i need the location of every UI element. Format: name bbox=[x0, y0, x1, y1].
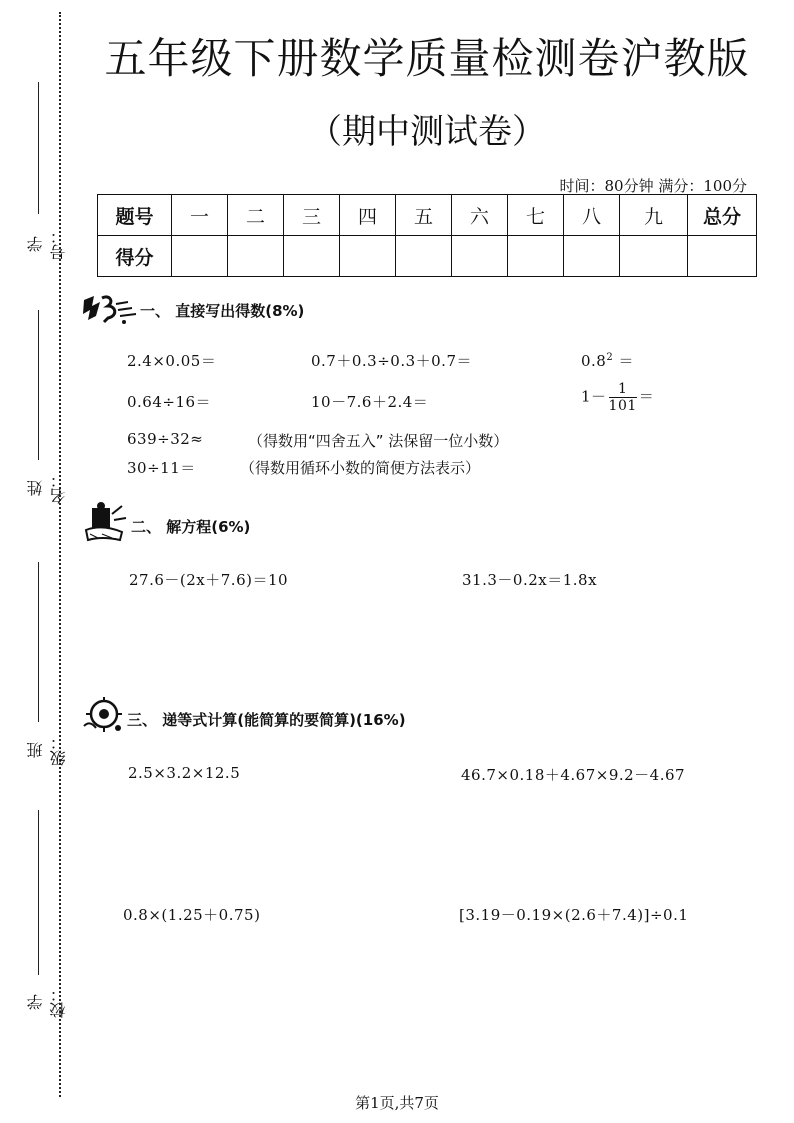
problem-1-6-lead: 1－ bbox=[581, 387, 607, 406]
score-cell[interactable] bbox=[396, 236, 452, 277]
problem-1-1: 2.4×0.05＝ bbox=[127, 352, 217, 370]
class-line bbox=[38, 562, 39, 722]
page-title: 五年级下册数学质量检测卷沪教版 bbox=[104, 34, 750, 83]
time-info: 时间：80分钟 满分：100分 bbox=[559, 177, 747, 195]
score-header-cell: 二 bbox=[228, 195, 284, 236]
problem-1-2: 0.7＋0.3÷0.3＋0.7＝ bbox=[311, 352, 472, 370]
name-field[interactable] bbox=[20, 310, 68, 510]
score-table-header-row bbox=[98, 195, 757, 236]
score-header-cell: 总分 bbox=[688, 195, 757, 236]
problem-1-5: 10－7.6＋2.4＝ bbox=[311, 393, 429, 411]
page-subtitle: （期中测试卷） bbox=[308, 112, 546, 152]
score-row-label: 得分 bbox=[98, 236, 172, 277]
school-line bbox=[38, 810, 39, 975]
score-table-score-row bbox=[98, 236, 757, 277]
problem-2-1: 27.6－(2x＋7.6)＝10 bbox=[129, 571, 289, 589]
score-header-cell: 七 bbox=[508, 195, 564, 236]
problem-3-3: 0.8×(1.25＋0.75) bbox=[123, 906, 261, 924]
score-cell[interactable] bbox=[620, 236, 688, 277]
score-table bbox=[97, 194, 757, 277]
problem-1-3-exponent: 2 bbox=[606, 352, 614, 363]
score-cell[interactable] bbox=[172, 236, 228, 277]
fraction-numerator: 1 bbox=[609, 381, 637, 398]
problem-2-2: 31.3－0.2x＝1.8x bbox=[462, 571, 598, 589]
score-cell[interactable] bbox=[564, 236, 620, 277]
problem-1-3-equals: ＝ bbox=[618, 352, 635, 370]
name-line bbox=[38, 310, 39, 460]
page-footer: 第1页,共7页 bbox=[355, 1094, 439, 1112]
name-label: 姓名： bbox=[26, 472, 68, 504]
section2-title: 二、 解方程(6%) bbox=[131, 518, 251, 536]
score-cell[interactable] bbox=[452, 236, 508, 277]
problem-1-6-equals: ＝ bbox=[638, 387, 655, 406]
score-header-cell: 题号 bbox=[98, 195, 172, 236]
class-label: 班级： bbox=[26, 734, 68, 766]
score-cell[interactable] bbox=[508, 236, 564, 277]
score-header-cell: 八 bbox=[564, 195, 620, 236]
school-label: 学校： bbox=[26, 986, 68, 1018]
student-id-field[interactable] bbox=[20, 82, 68, 272]
problem-1-4: 0.64÷16＝ bbox=[127, 393, 212, 411]
problem-1-8-note: （得数用循环小数的简便方法表示） bbox=[240, 459, 481, 477]
problem-1-3-base: 0.8 bbox=[581, 352, 607, 370]
score-header-cell: 九 bbox=[620, 195, 688, 236]
student-id-label: 学号： bbox=[26, 228, 68, 260]
section1-title: 一、 直接写出得数(8%) bbox=[140, 302, 305, 320]
score-cell[interactable] bbox=[284, 236, 340, 277]
student-id-line bbox=[38, 82, 39, 214]
problem-3-2: 46.7×0.18＋4.67×9.2－4.67 bbox=[461, 766, 686, 784]
section1-cartoon-icon bbox=[80, 292, 140, 328]
school-field[interactable] bbox=[20, 810, 68, 1030]
section2-cartoon-icon bbox=[82, 500, 128, 544]
score-header-cell: 六 bbox=[452, 195, 508, 236]
fraction-denominator: 101 bbox=[608, 398, 637, 414]
problem-1-7: 639÷32≈ bbox=[127, 430, 204, 448]
problem-3-4: [3.19－0.19×(2.6＋7.4)]÷0.1 bbox=[459, 906, 689, 924]
score-header-cell: 五 bbox=[396, 195, 452, 236]
section3-title: 三、 递等式计算(能简算的要简算)(16%) bbox=[127, 711, 406, 729]
problem-1-7-note: （得数用“四舍五入” 法保留一位小数） bbox=[248, 432, 509, 450]
section3-cartoon-icon bbox=[80, 696, 126, 734]
score-header-cell: 一 bbox=[172, 195, 228, 236]
score-cell[interactable] bbox=[228, 236, 284, 277]
score-header-cell: 三 bbox=[284, 195, 340, 236]
score-header-cell: 四 bbox=[340, 195, 396, 236]
problem-1-3 bbox=[581, 350, 634, 371]
problem-1-8: 30÷11＝ bbox=[127, 459, 196, 477]
score-cell[interactable] bbox=[688, 236, 757, 277]
class-field[interactable] bbox=[20, 562, 68, 777]
fraction bbox=[609, 381, 637, 414]
score-cell[interactable] bbox=[340, 236, 396, 277]
problem-1-6 bbox=[581, 381, 654, 414]
problem-3-1: 2.5×3.2×12.5 bbox=[128, 764, 241, 782]
